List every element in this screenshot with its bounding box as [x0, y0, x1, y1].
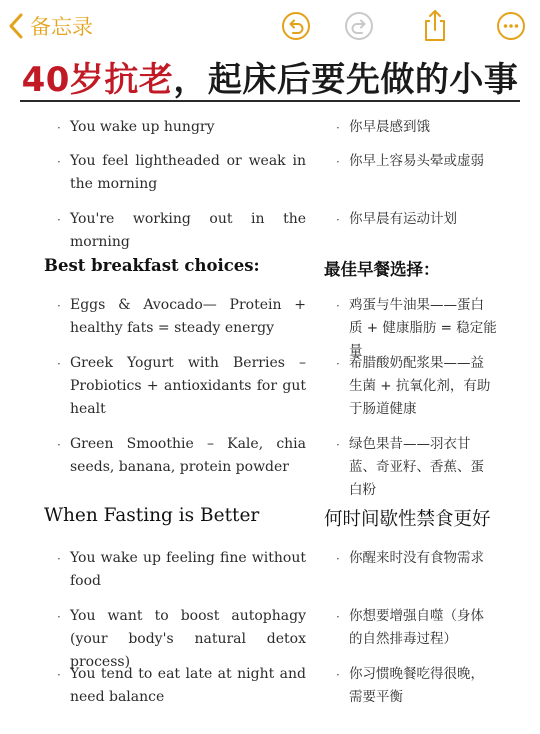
bullet: ·: [57, 155, 61, 169]
list-item-en: Greek Yogurt with Berries – Probiotics + antioxidants for gut healt: [70, 355, 306, 417]
list-item-en: Green Smoothie – Kale, chia seeds, banana, protein powder: [70, 436, 306, 475]
bullet: ·: [336, 213, 340, 227]
bullet: ·: [336, 552, 340, 566]
bullet: ·: [336, 438, 340, 452]
list-item-zh: 你早晨有运动计划: [349, 211, 457, 227]
bullet: ·: [336, 610, 340, 624]
title-divider: [20, 100, 520, 102]
bullet: ·: [57, 438, 61, 452]
bullet: ·: [57, 357, 61, 371]
page-title: [0, 52, 540, 101]
list-item-zh: 你醒来时没有食物需求: [349, 550, 484, 566]
title-highlight: 40岁抗老: [21, 60, 174, 100]
back-button[interactable]: [8, 9, 93, 43]
list-item-zh: 你早上容易头晕或虚弱: [349, 153, 484, 169]
list-item-zh: 鸡蛋与牛油果——蛋白质 + 健康脂肪 = 稳定能量: [349, 297, 497, 359]
undo-icon[interactable]: [281, 11, 311, 41]
more-icon[interactable]: [496, 11, 526, 41]
share-icon[interactable]: [421, 8, 449, 42]
bullet: ·: [336, 155, 340, 169]
bullet: ·: [57, 299, 61, 313]
section-heading-zh: 最佳早餐选择：: [324, 260, 440, 279]
list-item-en: You feel lightheaded or weak in the morning: [70, 153, 306, 192]
list-item-zh: 你想要增强自噬（身体的自然排毒过程）: [349, 608, 484, 647]
list-item-zh: 绿色果昔——羽衣甘蓝、奇亚籽、香蕉、蛋白粉: [349, 436, 484, 498]
list-item-zh: 你早晨感到饿: [349, 119, 430, 135]
list-item-en: You're working out in the morning: [70, 211, 306, 250]
list-item-zh: 希腊酸奶配浆果——益生菌 + 抗氧化剂，有助于肠道健康: [349, 355, 491, 417]
list-item-en: You wake up feeling fine without food: [70, 550, 306, 589]
bullet: ·: [336, 121, 340, 135]
section-heading-en: Best breakfast choices:: [44, 256, 260, 275]
section-heading-en: When Fasting is Better: [44, 505, 260, 526]
bullet: ·: [57, 668, 61, 682]
redo-icon[interactable]: [344, 11, 374, 41]
navigation-bar: [0, 0, 540, 50]
title-rest: ，起床后要先做的小事: [173, 60, 519, 100]
bullet: ·: [336, 668, 340, 682]
bullet: ·: [57, 213, 61, 227]
chevron-left-icon: [8, 13, 24, 39]
list-item-en: You want to boost autophagy (your body's natural detox process): [70, 608, 306, 670]
list-item-zh: 你习惯晚餐吃得很晚，需要平衡: [349, 666, 484, 705]
bullet: ·: [57, 121, 61, 135]
bullet: ·: [57, 610, 61, 624]
bullet: ·: [336, 357, 340, 371]
back-label: 备忘录: [30, 15, 93, 39]
list-item-en: You tend to eat late at night and need balance: [70, 666, 306, 705]
list-item-en: You wake up hungry: [70, 119, 215, 135]
section-heading-zh: 何时间歇性禁食更好: [324, 509, 491, 530]
bullet: ·: [336, 299, 340, 313]
list-item-en: Eggs & Avocado— Protein + healthy fats = steady energy: [70, 297, 306, 336]
bullet: ·: [57, 552, 61, 566]
